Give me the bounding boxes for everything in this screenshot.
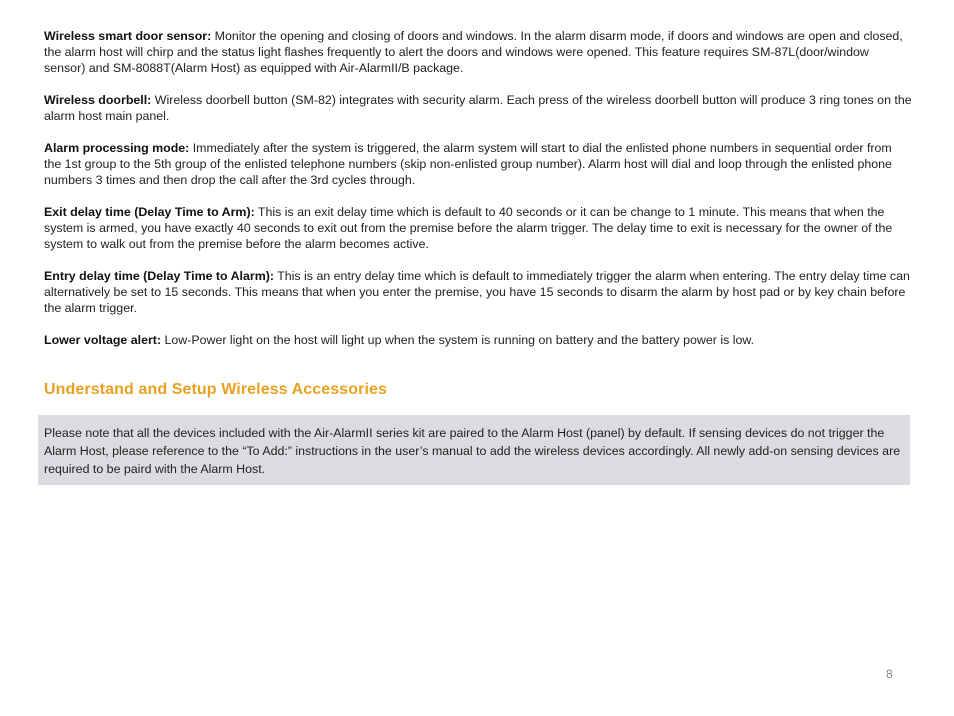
feature-term: Lower voltage alert: <box>44 333 162 347</box>
feature-alarm-processing <box>44 140 912 188</box>
feature-text: This is an exit delay time which is default to 40 seconds or it can be change to 1 minute. This means that when the system is armed, you have exactly 40 seconds to exit out from the premise before the alarm trigger. The delay time to exit is necessary for the owner of the system to walk out from the premise before the alarm becomes active. <box>44 205 893 251</box>
feature-entry-delay <box>44 268 912 316</box>
feature-low-voltage <box>44 332 912 348</box>
feature-descriptions <box>44 28 912 364</box>
feature-exit-delay <box>44 204 912 252</box>
feature-text: This is an entry delay time which is default to immediately trigger the alarm when entering. The entry delay time can alternatively be set to 15 seconds. This means that when you enter the premise, you have 15 seconds to disarm the alarm by host pad or by key chain before the alarm trigger. <box>44 269 910 315</box>
feature-text: Low-Power light on the host will light up when the system is running on battery and the battery power is low. <box>161 333 755 347</box>
feature-term: Wireless smart door sensor: <box>44 29 212 43</box>
feature-text: Wireless doorbell button (SM-82) integrates with security alarm. Each press of the wireless doorbell button will produce 3 ring tones on the alarm host main panel. <box>44 93 912 123</box>
page-number: 8 <box>886 667 893 681</box>
feature-door-sensor <box>44 28 912 76</box>
feature-text: Monitor the opening and closing of doors and windows. In the alarm disarm mode, if doors and windows are open and closed, the alarm host will chirp and the status light flashes frequently to alert the doors and windows were opened. This feature requires SM-87L(door/window sensor) and SM-8088T(Alarm Host) as equipped with Air-AlarmII/B package. <box>44 29 903 75</box>
feature-term: Exit delay time (Delay Time to Arm): <box>44 205 255 219</box>
note-box <box>38 415 910 485</box>
feature-doorbell <box>44 92 912 124</box>
note-text: Please note that all the devices included with the Air-AlarmII series kit are paired to the Alarm Host (panel) by default. If sensing devices do not trigger the Alarm Host, please reference to the “To Add:” instructions in the user’s manual to add the wireless devices accordingly. All newly add-on sensing devices are required to be paird with the Alarm Host. <box>44 426 901 476</box>
feature-text: Immediately after the system is triggered, the alarm system will start to dial the enlisted phone numbers in sequential order from the 1st group to the 5th group of the enlisted telephone numbers (skip non-enlisted group number). Alarm host will dial and loop through the enlisted phone numbers 3 times and then drop the call after the 3rd cycles through. <box>44 141 892 187</box>
feature-term: Alarm processing mode: <box>44 141 190 155</box>
feature-term: Entry delay time (Delay Time to Alarm): <box>44 269 274 283</box>
feature-term: Wireless doorbell: <box>44 93 152 107</box>
section-heading: Understand and Setup Wireless Accessories <box>44 381 388 398</box>
